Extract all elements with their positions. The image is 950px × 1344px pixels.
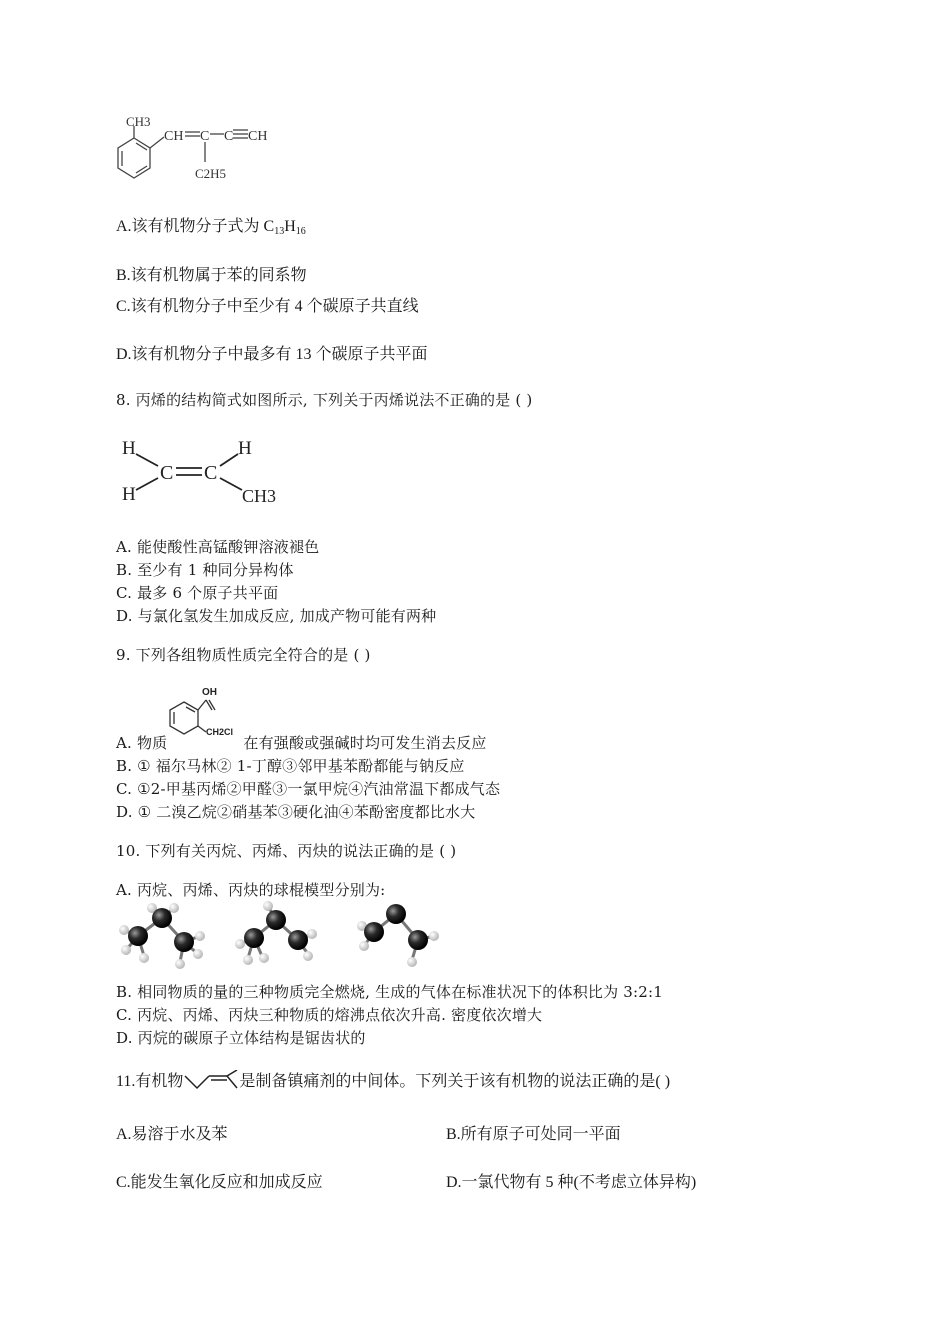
q7-structure-figure bbox=[112, 110, 282, 190]
q10-option-a: A. 丙烷、丙烯、丙炔的球棍模型分别为: bbox=[116, 881, 386, 899]
q8-ch3: CH3 bbox=[242, 486, 277, 506]
q9-oh-label: OH bbox=[202, 687, 217, 698]
q11-option-d: D.一氯代物有 5 种(不考虑立体异构) bbox=[446, 1174, 697, 1191]
q11-option-c: C.能发生氧化反应和加成反应 bbox=[116, 1174, 323, 1191]
q11-stem: 11.有机物 是制备镇痛剂的中间体。下列关于该有机物的说法正确的是( ) bbox=[116, 1068, 670, 1094]
q9-ch2cl-label: CH2Cl bbox=[206, 727, 234, 737]
q7-option-b: B.该有机物属于苯的同系物 bbox=[116, 267, 307, 284]
q8-option-a: A. 能使酸性高锰酸钾溶液褪色 bbox=[116, 538, 320, 556]
q11-option-a: A.易溶于水及苯 bbox=[116, 1126, 228, 1143]
q7-ch3-label: CH3 bbox=[126, 114, 151, 129]
q9-option-d: D. ① 二溴乙烷②硝基苯③硬化油④苯酚密度都比水大 bbox=[116, 803, 476, 821]
q8-h-top-left: H bbox=[122, 438, 136, 459]
q8-option-d: D. 与氯化氢发生加成反应, 加成产物可能有两种 bbox=[116, 607, 437, 625]
q8-c-left: C bbox=[160, 462, 174, 484]
q10-stem: 10. 下列有关丙烷、丙烯、丙炔的说法正确的是 ( ) bbox=[116, 842, 457, 860]
q8-propene-figure bbox=[118, 432, 278, 512]
svg-text:CH: CH bbox=[164, 129, 184, 144]
q10-option-d: D. 丙烷的碳原子立体结构是锯齿状的 bbox=[116, 1029, 366, 1047]
q8-h-top-right: H bbox=[238, 438, 252, 459]
q8-c-right: C bbox=[204, 462, 218, 484]
q7-option-d: D.该有机物分子中最多有 13 个碳原子共平面 bbox=[116, 346, 428, 363]
q7-c2h5-label: C2H5 bbox=[195, 166, 227, 181]
q8-stem: 8. 丙烯的结构简式如图所示, 下列关于丙烯说法不正确的是 ( ) bbox=[116, 391, 533, 409]
q9-stem: 9. 下列各组物质性质完全符合的是 ( ) bbox=[116, 646, 371, 664]
q8-h-bottom-left: H bbox=[122, 484, 136, 505]
q7-option-a: A.该有机物分子式为 $C_{13}H_{16}$ bbox=[116, 218, 306, 237]
q8-option-b: B. 至少有 1 种同分异构体 bbox=[116, 561, 294, 579]
q9-option-b: B. ① 福尔马林② 1-丁醇③邻甲基苯酚都能与钠反应 bbox=[116, 757, 465, 775]
svg-text:CH: CH bbox=[248, 129, 268, 144]
q10-ball-stick-models bbox=[112, 900, 452, 972]
q11-skeletal-formula bbox=[183, 1070, 239, 1094]
q10-option-b: B. 相同物质的量的三种物质完全燃烧, 生成的气体在标准状况下的体积比为 3:2:1 bbox=[116, 983, 664, 1001]
q10-option-c: C. 丙烷、丙烯、丙炔三种物质的熔沸点依次升高. 密度依次增大 bbox=[116, 1006, 543, 1024]
q7-option-c: C.该有机物分子中至少有 4 个碳原子共直线 bbox=[116, 298, 419, 315]
svg-text:C: C bbox=[224, 129, 234, 144]
svg-text:C: C bbox=[200, 129, 210, 144]
q9-option-c: C. ①2-甲基丙烯②甲醛③一氯甲烷④汽油常温下都成气态 bbox=[116, 780, 501, 798]
q9-option-a: A. 物质 在有强酸或强碱时均可发生消去反应 bbox=[116, 734, 487, 752]
q11-option-b: B.所有原子可处同一平面 bbox=[446, 1126, 621, 1143]
q8-option-c: C. 最多 6 个原子共平面 bbox=[116, 584, 279, 602]
